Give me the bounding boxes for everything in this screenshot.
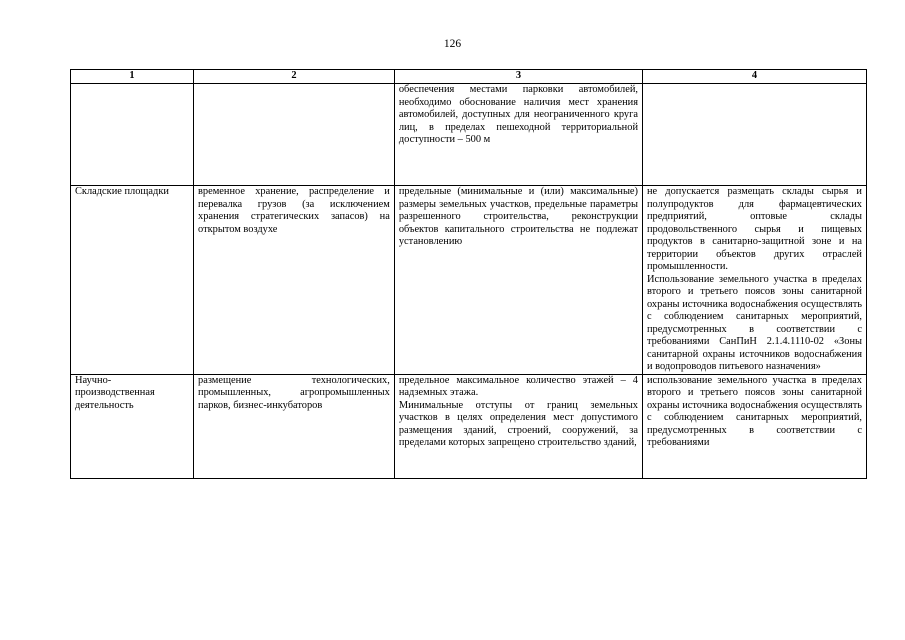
table-row <box>71 374 867 478</box>
cell-restrictions <box>643 186 867 375</box>
restrictions-paragraph: Использование земельного участка в пределах второго и третьего поясов зоны санитарной охраны источника водоснабжения осуществлять с соблюдением санитарных мероприятий, предусмотренных в соответствии с требованиями СанПиН 2.1.4.1110-02 «Зоны санитарной охраны источников водоснабжения и водопроводов питьевого назначения» <box>647 273 862 372</box>
cell-parameters: обеспечения местами парковки автомобилей, необходимо обоснование наличия мест хранения автомобилей, доступных для неограниченного круга лиц, в пределах пешеходной территориальной доступности – 500 м <box>394 84 642 186</box>
restrictions-paragraph: не допускается размещать склады сырья и полупродуктов для фармацевтических предприятий, оптовые склады продовольственного сырья и пищевых продуктов в санитарно-защитной зоне и на территории объектов других отраслей промышленности. <box>647 186 862 272</box>
cell-use-type: Научно-производственная деятельность <box>71 374 194 478</box>
parameters-paragraph: Минимальные отступы от границ земельных участков в целях определения мест допустимого размещения зданий, строений, сооружений, за пределами которых запрещено строительство зданий, <box>398 399 638 448</box>
column-header-1: 1 <box>71 70 194 84</box>
cell-restrictions: использование земельного участка в пределах второго и третьего поясов зоны санитарной охраны источника водоснабжения осуществлять с соблюдением санитарных мероприятий, предусмотренных в соответствии с требованиями <box>643 374 867 478</box>
cell-use-type <box>71 84 194 186</box>
parameters-paragraph: предельное максимальное количество этажей – 4 надземных этажа. <box>398 374 638 398</box>
cell-parameters: предельные (минимальные и (или) максимальные) размеры земельных участков, предельные параметры разрешенного строительства, реконструкции объектов капитального строительства не подлежат установлению <box>394 186 642 375</box>
cell-parameters <box>394 374 642 478</box>
table-row <box>71 186 867 375</box>
table-header-row <box>71 70 867 84</box>
cell-use-description: размещение технологических, промышленных, агропромышленных парков, бизнес-инкубаторов <box>194 374 395 478</box>
column-header-2: 2 <box>194 70 395 84</box>
column-header-4: 4 <box>643 70 867 84</box>
cell-use-description: временное хранение, распределение и перевалка грузов (за исключением хранения стратегических запасов) на открытом воздухе <box>194 186 395 375</box>
page-number: 126 <box>443 38 462 50</box>
table-row <box>71 84 867 186</box>
cell-restrictions <box>643 84 867 186</box>
regulations-table <box>70 69 867 479</box>
cell-use-type: Складские площадки <box>71 186 194 375</box>
cell-use-description <box>194 84 395 186</box>
column-header-3: 3 <box>394 70 642 84</box>
